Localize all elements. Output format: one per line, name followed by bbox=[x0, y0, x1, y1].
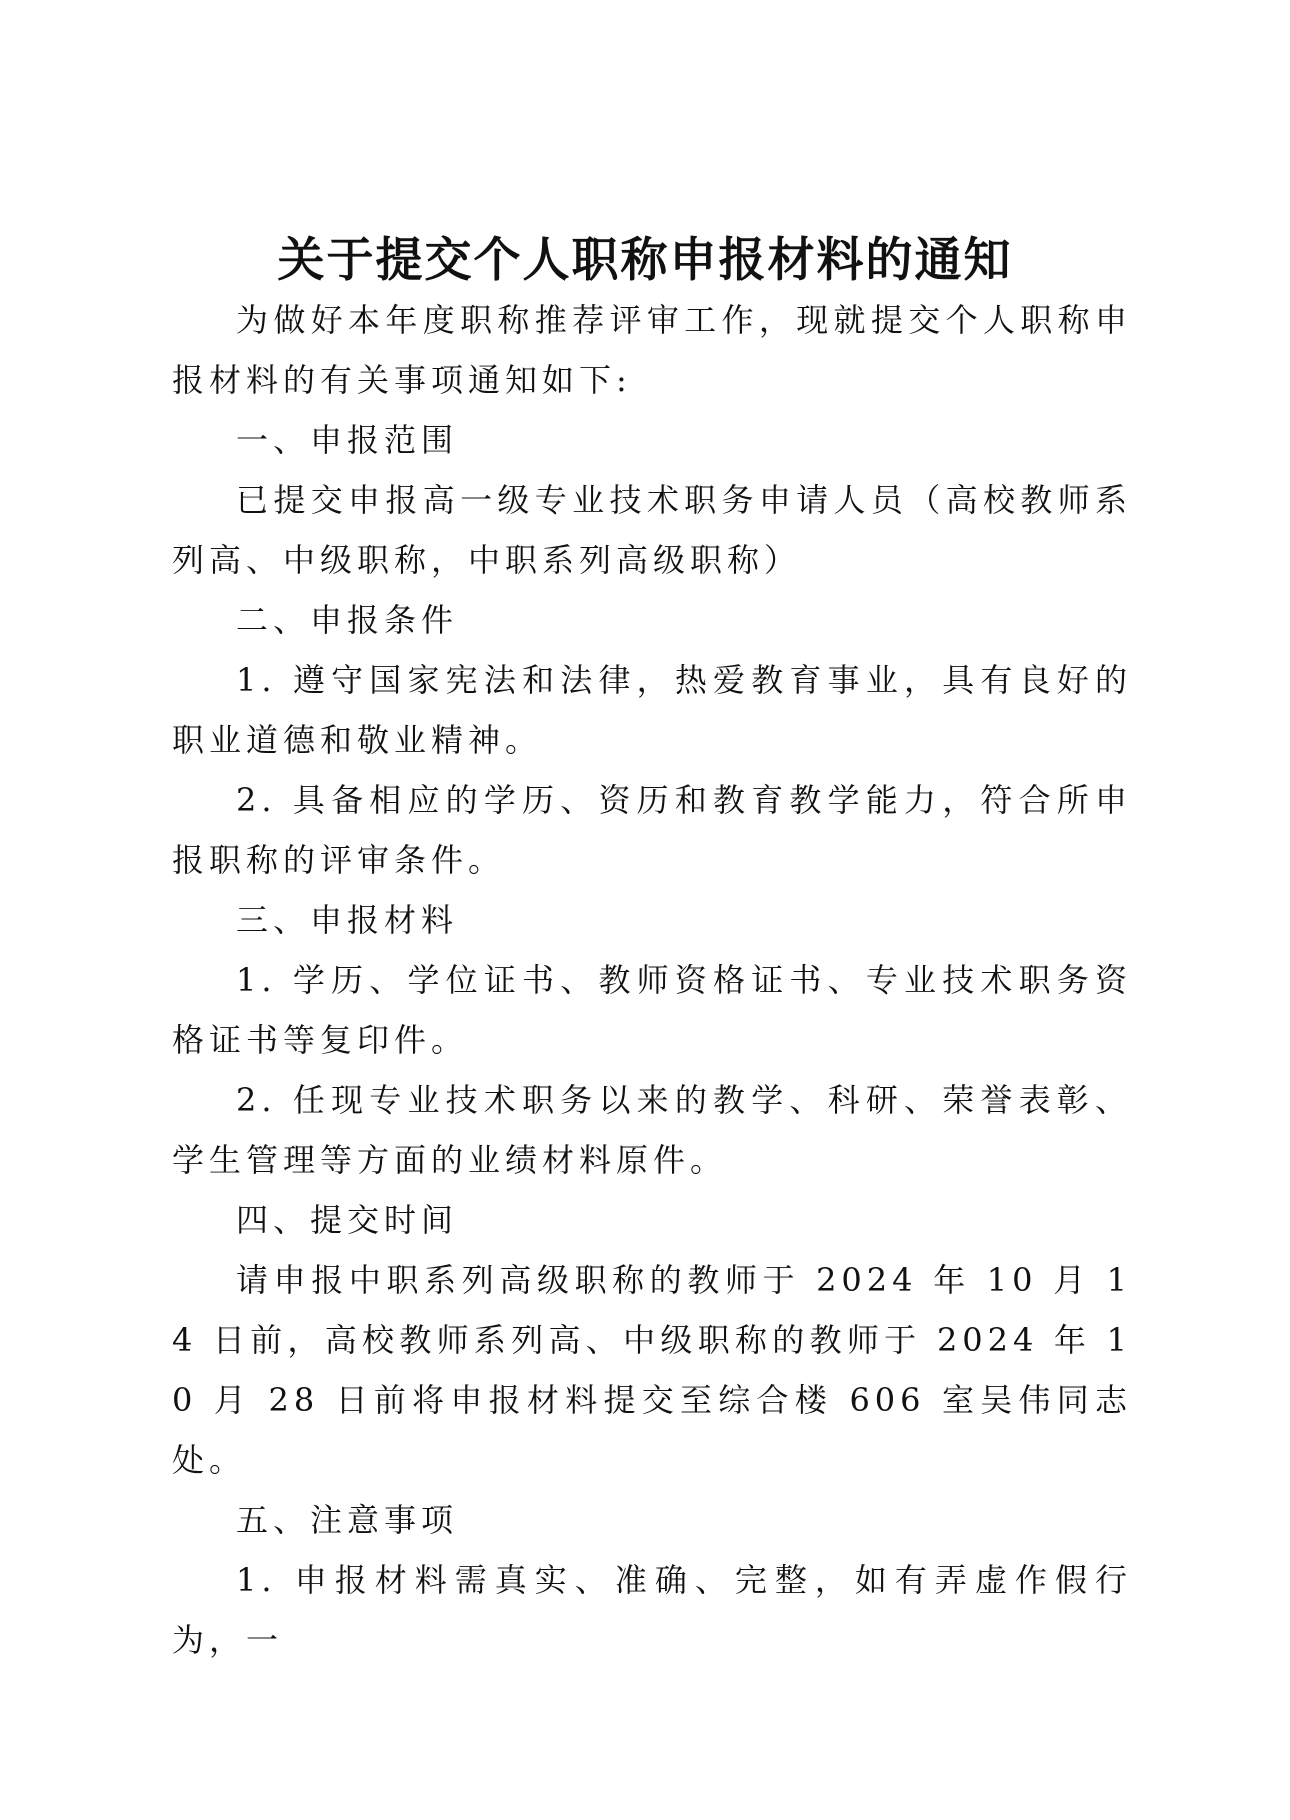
intro-paragraph: 为做好本年度职称推荐评审工作，现就提交个人职称申报材料的有关事项通知如下: bbox=[172, 301, 1132, 399]
section-2-heading: 二、申报条件 bbox=[236, 601, 459, 639]
document-body bbox=[172, 290, 1132, 1670]
section-2-item-1: 1. 遵守国家宪法和法律，热爱教育事业，具有良好的职业道德和敬业精神。 bbox=[172, 661, 1132, 759]
section-1-text: 已提交申报高一级专业技术职务申请人员（高校教师系列高、中级职称，中职系列高级职称） bbox=[172, 481, 1132, 579]
section-3-item-2: 2. 任现专业技术职务以来的教学、科研、荣誉表彰、学生管理等方面的业绩材料原件。 bbox=[172, 1081, 1132, 1179]
section-3-item-1: 1. 学历、学位证书、教师资格证书、专业技术职务资格证书等复印件。 bbox=[172, 961, 1132, 1059]
section-2-item-2: 2. 具备相应的学历、资历和教育教学能力，符合所申报职称的评审条件。 bbox=[172, 781, 1132, 879]
section-3-heading: 三、申报材料 bbox=[236, 901, 459, 939]
section-1-heading: 一、申报范围 bbox=[236, 421, 459, 459]
document-title: 关于提交个人职称申报材料的通知 bbox=[277, 233, 1013, 288]
section-4-text: 请申报中职系列高级职称的教师于 2024 年 10 月 14 日前，高校教师系列高、中级职称的教师于 2024 年 10 月 28 日前将申报材料提交至综合楼 606 室吴伟同志处。 bbox=[172, 1261, 1132, 1479]
section-4-heading: 四、提交时间 bbox=[236, 1201, 459, 1239]
section-5-heading: 五、注意事项 bbox=[236, 1501, 459, 1539]
section-5-item-1: 1. 申报材料需真实、准确、完整，如有弄虚作假行为，一 bbox=[172, 1561, 1132, 1659]
